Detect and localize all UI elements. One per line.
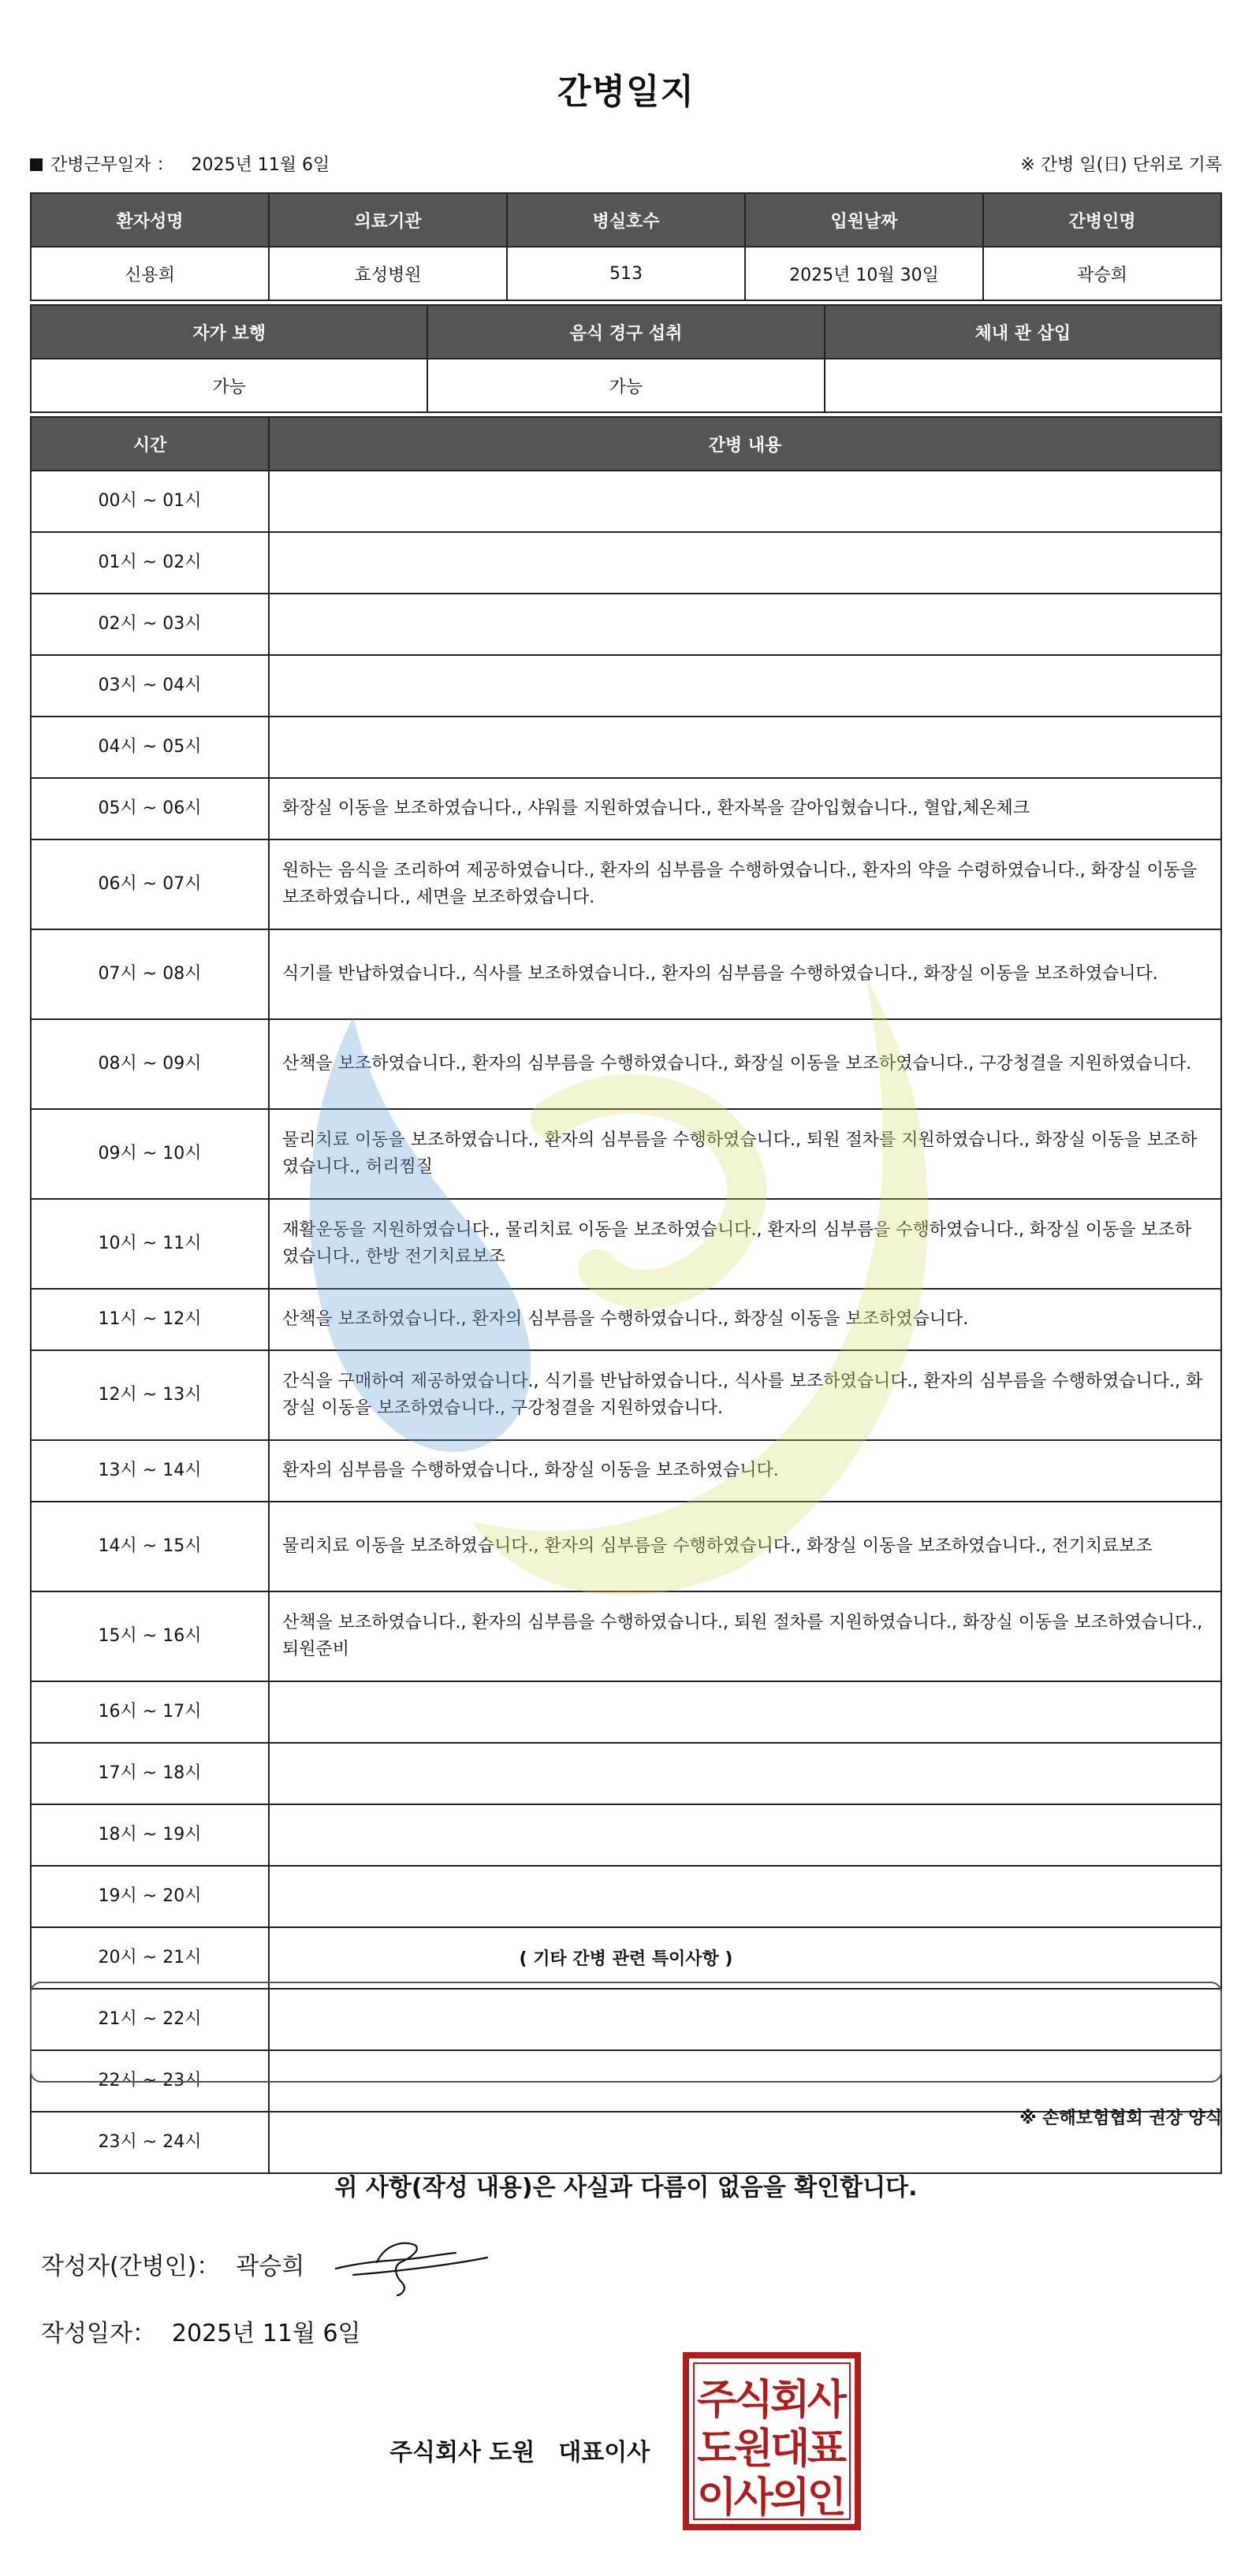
header-time: 시간 xyxy=(31,417,269,471)
care-content: 산책을 보조하였습니다., 환자의 심부름을 수행하였습니다., 화장실 이동을 보조하였습니다. xyxy=(269,1289,1221,1350)
table-row xyxy=(31,1866,1221,1927)
svg-text:주식회사: 주식회사 xyxy=(697,2377,847,2424)
work-date-value: 2025년 11월 6일 xyxy=(191,155,330,175)
writer-name: 곽승희 xyxy=(236,2253,305,2280)
care-content: 환자의 심부름을 수행하였습니다., 화장실 이동을 보조하였습니다. xyxy=(269,1440,1221,1502)
recommendation-note: ※ 손해보험협회 권장 양식 xyxy=(1019,2109,1222,2128)
representative-title: 대표이사 xyxy=(558,2439,650,2466)
header-hospital: 의료기관 xyxy=(269,193,507,247)
table-row xyxy=(31,594,1221,655)
time-slot: 17시 ~ 18시 xyxy=(31,1743,269,1804)
oral-intake-value: 가능 xyxy=(427,359,824,412)
header-caregiver-name: 간병인명 xyxy=(983,193,1221,247)
care-content: 화장실 이동을 보조하였습니다., 샤워를 지원하였습니다., 환자복을 갈아입혔습니다., 혈압,체온체크 xyxy=(269,778,1221,839)
write-date-label: 작성일자： xyxy=(41,2320,156,2347)
table-row xyxy=(31,1743,1221,1804)
notes-box xyxy=(30,1982,1222,2083)
table-row xyxy=(31,1502,1221,1591)
unit-note: ※ 간병 일(日) 단위로 기록 xyxy=(1020,155,1222,175)
hospital-name: 효성병원 xyxy=(269,247,507,300)
table-row xyxy=(31,839,1221,929)
write-date-line xyxy=(41,2314,361,2348)
svg-text:도원대표: 도원대표 xyxy=(697,2425,847,2473)
time-slot: 19시 ~ 20시 xyxy=(31,1866,269,1927)
time-slot: 15시 ~ 16시 xyxy=(31,1591,269,1681)
time-slot: 09시 ~ 10시 xyxy=(31,1109,269,1199)
care-log-table xyxy=(30,416,1222,2174)
header-oral-intake: 음식 경구 섭취 xyxy=(427,305,824,359)
care-content: 재활운동을 지원하였습니다., 물리치료 이동을 보조하였습니다., 환자의 심부름을 수행하였습니다., 화장실 이동을 보조하였습니다., 한방 전기치료보조 xyxy=(269,1199,1221,1289)
time-slot: 03시 ~ 04시 xyxy=(31,655,269,717)
table-row xyxy=(31,1804,1221,1866)
table-row xyxy=(31,1289,1221,1350)
time-slot: 18시 ~ 19시 xyxy=(31,1804,269,1866)
time-slot: 08시 ~ 09시 xyxy=(31,1019,269,1109)
header-admission-date: 입원날짜 xyxy=(745,193,983,247)
table-row xyxy=(31,717,1221,778)
table-row xyxy=(31,778,1221,839)
time-slot: 11시 ~ 12시 xyxy=(31,1289,269,1350)
care-content: 식기를 반납하였습니다., 식사를 보조하였습니다., 환자의 심부름을 수행하였습니다., 화장실 이동을 보조하였습니다. xyxy=(269,929,1221,1019)
care-content xyxy=(269,1743,1221,1804)
care-log-rows xyxy=(31,471,1221,2173)
svg-text:이사의인: 이사의인 xyxy=(697,2474,847,2522)
care-content: 산책을 보조하였습니다., 환자의 심부름을 수행하였습니다., 퇴원 절차를 지원하였습니다., 화장실 이동을 보조하였습니다., 퇴원준비 xyxy=(269,1591,1221,1681)
care-content: 산책을 보조하였습니다., 환자의 심부름을 수행하였습니다., 화장실 이동을 보조하였습니다., 구강청결을 지원하였습니다. xyxy=(269,1019,1221,1109)
writer-line xyxy=(41,2247,304,2281)
table-row xyxy=(31,1681,1221,1743)
work-date xyxy=(30,151,330,176)
care-content xyxy=(269,471,1221,532)
time-slot: 14시 ~ 15시 xyxy=(31,1502,269,1591)
time-slot: 12시 ~ 13시 xyxy=(31,1350,269,1440)
table-row xyxy=(31,1019,1221,1109)
header-patient-name: 환자성명 xyxy=(31,193,269,247)
care-content: 물리치료 이동을 보조하였습니다., 환자의 심부름을 수행하였습니다., 퇴원 절차를 지원하였습니다., 화장실 이동을 보조하였습니다., 허리찜질 xyxy=(269,1109,1221,1199)
table-row xyxy=(31,532,1221,594)
table-row xyxy=(31,1440,1221,1502)
header-care-content: 간병 내용 xyxy=(269,417,1221,471)
care-content: 원하는 음식을 조리하여 제공하였습니다., 환자의 심부름을 수행하였습니다., 환자의 약을 수령하였습니다., 화장실 이동을 보조하였습니다., 세면을 보조하였습니다. xyxy=(269,839,1221,929)
table-row xyxy=(31,1350,1221,1440)
company-seal-icon xyxy=(683,2352,861,2530)
square-bullet-icon xyxy=(30,158,43,171)
writer-label: 작성자(간병인)： xyxy=(41,2253,221,2280)
tube-insertion-value xyxy=(825,359,1221,412)
time-slot: 06시 ~ 07시 xyxy=(31,839,269,929)
time-slot: 16시 ~ 17시 xyxy=(31,1681,269,1743)
table-row xyxy=(31,655,1221,717)
care-content: 물리치료 이동을 보조하였습니다., 환자의 심부름을 수행하였습니다., 화장실 이동을 보조하였습니다., 전기치료보조 xyxy=(269,1502,1221,1591)
header-tube-insertion: 체내 관 삽입 xyxy=(825,305,1221,359)
care-content: 간식을 구매하여 제공하였습니다., 식기를 반납하였습니다., 식사를 보조하였습니다., 환자의 심부름을 수행하였습니다., 화장실 이동을 보조하였습니다., 구강청결을 지원하였습니다. xyxy=(269,1350,1221,1440)
table-row xyxy=(31,1591,1221,1681)
care-content xyxy=(269,655,1221,717)
time-slot: 00시 ~ 01시 xyxy=(31,471,269,532)
header-room: 병실호수 xyxy=(507,193,745,247)
patient-name: 신용희 xyxy=(31,247,269,300)
confirmation-statement: 위 사항(작성 내용)은 사실과 다름이 없음을 확인합니다. xyxy=(334,2174,918,2202)
care-content xyxy=(269,532,1221,594)
caregiver-name: 곽승희 xyxy=(983,247,1221,300)
care-content xyxy=(269,1866,1221,1927)
company-line xyxy=(389,2433,650,2467)
time-slot: 13시 ~ 14시 xyxy=(31,1440,269,1502)
care-content xyxy=(269,1804,1221,1866)
time-slot: 10시 ~ 11시 xyxy=(31,1199,269,1289)
table-row xyxy=(31,1109,1221,1199)
time-slot: 02시 ~ 03시 xyxy=(31,594,269,655)
care-content xyxy=(269,717,1221,778)
table-row xyxy=(31,1199,1221,1289)
meta-row xyxy=(30,151,1222,183)
care-content xyxy=(269,594,1221,655)
time-slot: 04시 ~ 05시 xyxy=(31,717,269,778)
time-slot: 22시 ~ 23시 xyxy=(31,2050,269,2112)
time-slot: 01시 ~ 02시 xyxy=(31,532,269,594)
care-content xyxy=(269,1681,1221,1743)
time-slot: 05시 ~ 06시 xyxy=(31,778,269,839)
admission-date: 2025년 10월 30일 xyxy=(745,247,983,300)
time-slot: 21시 ~ 22시 xyxy=(31,1989,269,2050)
company-name: 주식회사 도원 xyxy=(389,2439,535,2466)
status-info-table xyxy=(30,304,1222,413)
write-date-value: 2025년 11월 6일 xyxy=(171,2320,361,2347)
room-number: 513 xyxy=(507,247,745,300)
table-row xyxy=(31,471,1221,532)
time-slot: 23시 ~ 24시 xyxy=(31,2112,269,2173)
time-slot: 20시 ~ 21시 xyxy=(31,1927,269,1989)
notes-label: ( 기타 간병 관련 특이사항 ) xyxy=(519,1949,733,1969)
time-slot: 07시 ~ 08시 xyxy=(31,929,269,1019)
patient-info-table xyxy=(30,192,1222,301)
signature-icon xyxy=(330,2231,495,2297)
self-walking-value: 가능 xyxy=(31,359,427,412)
header-self-walking: 자가 보행 xyxy=(31,305,427,359)
work-date-label: 간병근무일자 ： xyxy=(50,155,174,175)
table-row xyxy=(31,929,1221,1019)
page-title: 간병일지 xyxy=(557,72,695,112)
